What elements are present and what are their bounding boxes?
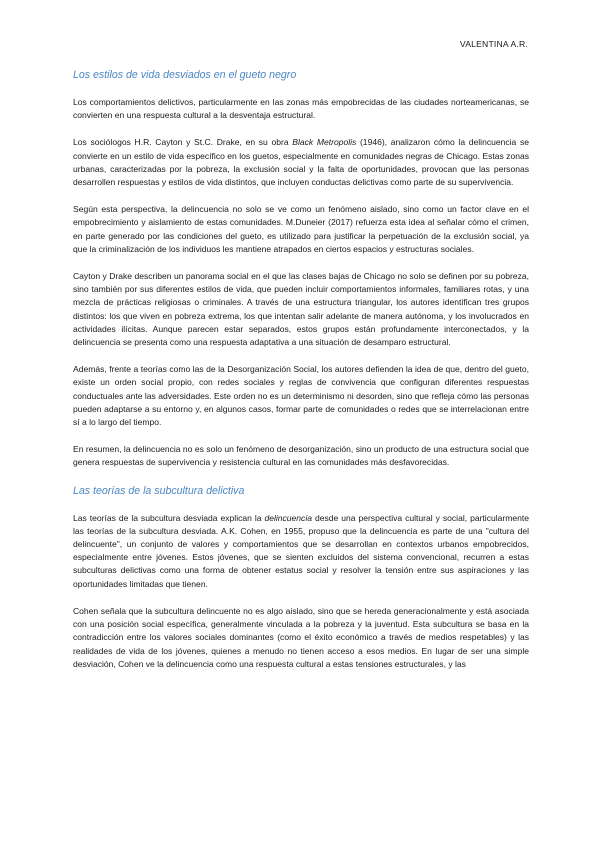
paragraph: Además, frente a teorías como las de la Desorganización Social, los autores defienden la idea de que, dentro del gueto, existe un orden social propio, con redes sociales y reglas de convivencia que configuran diferentes respuestas conductuales ante las adversidades. Este orden no es un determinismo ni desorden, sino que refleja cómo las personas pueden adaptarse a su entorno y, en algunos casos, formar parte de comunidades o redes que se interrelacionan entre sí a lo largo del tiempo. — [73, 364, 529, 428]
paragraph-text: (1946), analizaron cómo la delincuencia se convierte en un estilo de vida específico en los guetos, especialmente en comunidades negras de Chicago. Estas zonas urbanas, caracterizadas por la pobreza, la exclusión social y la falta de oportunidades, provocan que las personas desarrollen respuestas y estilos de vida distintos, que incluyen conductas delictivas como parte de su supervivencia. — [73, 137, 529, 188]
paragraph-text: Los sociólogos H.R. Cayton y St.C. Drake, en su obra — [73, 137, 293, 148]
paragraph-text: desde una perspectiva cultural y social, particularmente las teorías de la subcultura desviada. A.K. Cohen, en 1955, propuso que la delincuencia es parte de una "cultura del delincuente", un conjunto de valores y comportamientos que se desarrollan en contextos urbanos empobrecidos, especialmente entre jóvenes. Estos jóvenes, que se sienten excluidos del sistema convencional, recurren a estas subculturas delictivas como una forma de obtener estatus social y resolver la tensión entre sus aspiraciones y las oportunidades limitadas que tienen. — [73, 512, 529, 589]
paragraph: Según esta perspectiva, la delincuencia no solo se ve como un fenómeno aislado, sino como un factor clave en el empobrecimiento y aislamiento de estas comunidades. M.Duneier (2017) refuerza esta idea al señalar cómo el crimen, en parte generado por las condiciones del gueto, es utilizado para justificar la perpetuación de la exclusión social, ya que la criminalización de los individuos les mantiene atrapados en ciertos espacios y estructuras sociales. — [73, 204, 529, 254]
paragraph: Los comportamientos delictivos, particularmente en las zonas más empobrecidas de las ciudades norteamericanas, se convierten en una respuesta cultural a la desventaja estructural. — [73, 97, 529, 121]
section-heading-subcultura-delictiva: Las teorías de la subcultura delictiva — [73, 484, 245, 497]
paragraph: En resumen, la delincuencia no es solo un fenómeno de desorganización, sino un producto de una estructura social que genera respuestas de supervivencia y resistencia cultural en las comunidades más desfavorecidas. — [73, 444, 529, 468]
paragraph: Cohen señala que la subcultura delincuente no es algo aislado, sino que se hereda generacionalmente y está asociada con una posición social específica, generalmente vinculada a la pobreza y la juventud. Esta subcultura se basa en la contradicción entre los valores sociales dominantes (como el éxito económico a través de medios respetables) y las realidades de vida de los jóvenes, quienes a menudo no tienen acceso a esos medios. En lugar de ser una simple desviación, Cohen ve la delincuencia como una respuesta cultural a estas tensiones estructurales, y las — [73, 605, 529, 669]
paragraph — [73, 512, 529, 591]
paragraph-text: Las teorías de la subcultura desviada explican la — [73, 512, 265, 523]
paragraph: Cayton y Drake describen un panorama social en el que las clases bajas de Chicago no solo se definen por su pobreza, sino también por sus diferentes estilos de vida, que pueden incluir comportamientos informales, familiares rotas, y una mezcla de prácticas religiosas o criminales. A través de una estructura triangular, los autores identifican tres grupos distintos: los que viven en pobreza extrema, los que intentan salir adelante de manera autónoma, y los involucrados en actividades ilícitas. Aunque parecen estar separados, estos grupos están profundamente interconectados, y la delincuencia se presenta como una respuesta adaptativa a una situación de desamparo estructural. — [73, 271, 529, 348]
book-title: Black Metropolis — [292, 137, 357, 148]
document-body — [73, 69, 529, 671]
paragraph — [73, 136, 529, 189]
emphasized-term: delincuencia — [264, 512, 312, 523]
section-heading-estilos-de-vida: Los estilos de vida desviados en el gueto negro — [73, 69, 297, 81]
author-name: VALENTINA A.R. — [459, 39, 528, 49]
